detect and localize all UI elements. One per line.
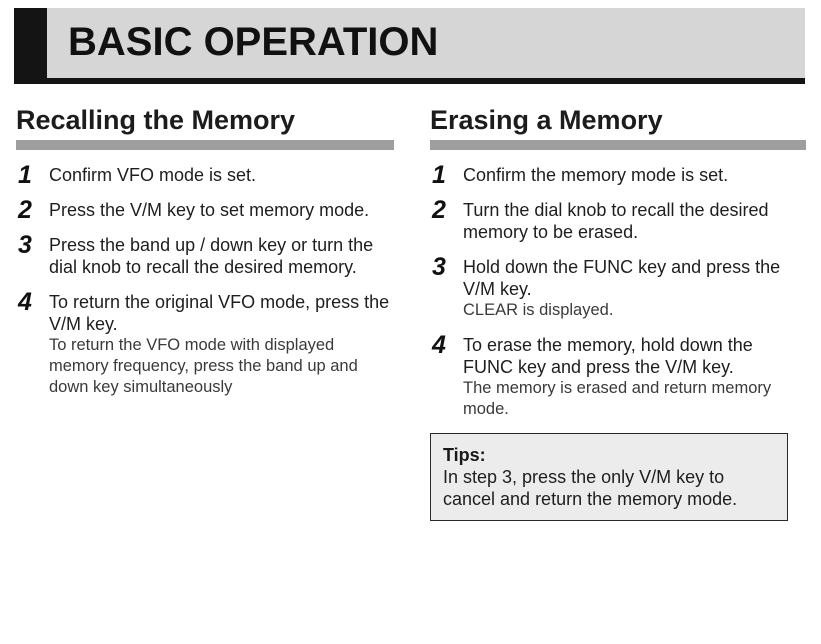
step-list: [16, 161, 394, 398]
step-number: 4: [18, 288, 32, 316]
step-note: CLEAR is displayed.: [463, 301, 614, 319]
page-banner: [14, 8, 805, 84]
step-text: Press the band up / down key or turn the dial knob to recall the desired memory.: [49, 235, 374, 277]
step-list: [430, 161, 806, 420]
section-rule: [16, 140, 394, 150]
step-item: [430, 196, 806, 243]
step-item: [430, 161, 806, 189]
step-item: [430, 331, 806, 420]
banner-underline: [14, 78, 805, 84]
step-text: To erase the memory, hold down the FUNC key and press the V/M key.: [463, 335, 753, 377]
step-number: 4: [432, 331, 446, 359]
step-text: Turn the dial knob to recall the desired memory to be erased.: [463, 200, 769, 242]
step-number: 3: [18, 231, 32, 259]
section-recalling-memory: [16, 104, 394, 411]
step-item: [16, 231, 394, 278]
section-title: Recalling the Memory: [16, 105, 296, 135]
tips-text: In step 3, press the only V/M key to cancel and return the memory mode.: [443, 467, 738, 509]
step-note: The memory is erased and return memory mode.: [463, 379, 772, 418]
step-number: 3: [432, 253, 446, 281]
step-text: Hold down the FUNC key and press the V/M key.: [463, 257, 781, 299]
step-item: [430, 253, 806, 321]
step-text: Confirm the memory mode is set.: [463, 165, 729, 185]
section-erasing-memory: [430, 104, 806, 521]
step-note: To return the VFO mode with displayed memory frequency, press the band up and down key simultaneously: [49, 336, 358, 396]
step-number: 1: [432, 161, 446, 189]
step-item: [16, 161, 394, 189]
step-number: 2: [18, 196, 32, 224]
step-item: [16, 196, 394, 224]
step-number: 1: [18, 161, 32, 189]
tips-label: Tips:: [443, 445, 486, 465]
step-number: 2: [432, 196, 446, 224]
step-text: Press the V/M key to set memory mode.: [49, 200, 370, 220]
tips-box: [430, 433, 788, 521]
section-title: Erasing a Memory: [430, 105, 663, 135]
step-text: Confirm VFO mode is set.: [49, 165, 257, 185]
step-text: To return the original VFO mode, press the V/M key.: [49, 292, 390, 334]
page-title: BASIC OPERATION: [68, 20, 439, 64]
section-rule: [430, 140, 806, 150]
banner-accent-block: [14, 8, 47, 84]
step-item: [16, 288, 394, 398]
